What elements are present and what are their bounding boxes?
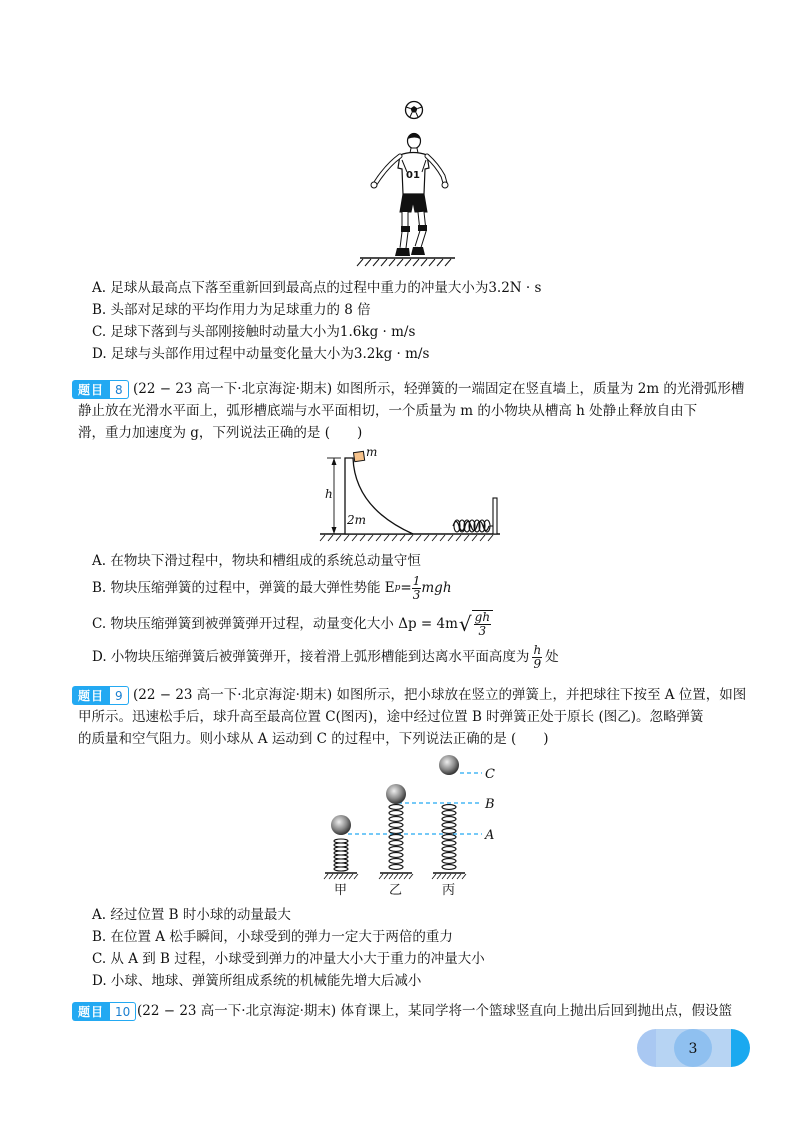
question-tag-number: 9	[110, 686, 129, 705]
q8-stem-line1: (22 − 23 高一下·北京海淀·期末) 如图所示，轻弹簧的一端固定在竖直墙上，质量为 2m 的光滑弧形槽	[133, 381, 745, 397]
label-C: C	[485, 767, 495, 782]
fraction-numerator: gh	[474, 610, 491, 624]
svg-text:01: 01	[406, 170, 420, 181]
caption-jia: 甲	[334, 883, 348, 898]
q9-option-c: C. 从 A 到 B 过程，小球受到弹力的冲量大小大于重力的冲量大小	[92, 951, 485, 967]
q8-option-b	[92, 574, 452, 602]
q8-option-b-eq: =	[400, 580, 412, 596]
fraction-numerator: 1	[412, 573, 421, 588]
question-tag-number: 10	[110, 1002, 136, 1021]
fraction-denominator: 3	[478, 624, 487, 638]
q7-option-c: C. 足球下落到与头部刚接触时动量大小为1.6kg · m/s	[92, 324, 416, 340]
question-tag-8	[72, 380, 129, 399]
q8-option-d-post: 处	[545, 649, 559, 665]
question-tag-label: 题目	[72, 380, 110, 399]
page-number-badge	[636, 1026, 754, 1070]
q8-option-d-fraction	[532, 644, 542, 671]
q8-figure-slope-spring	[315, 446, 505, 544]
q8-option-d	[92, 642, 559, 672]
q8-stem-line3: 滑，重力加速度为 g，下列说法正确的是 ( )	[78, 425, 363, 441]
page-number: 3	[688, 1041, 698, 1057]
q7-option-d: D. 足球与头部作用过程中动量变化量大小为3.2kg · m/s	[92, 346, 430, 362]
caption-yi: 乙	[389, 883, 403, 898]
q10-stem-line1: (22 − 23 高一下·北京海淀·期末) 体育课上，某同学将一个篮球竖直向上抛出后回到抛出点，假设篮	[137, 1003, 732, 1019]
q8-option-b-fraction	[412, 575, 422, 602]
q7-option-b: B. 头部对足球的平均作用力为足球重力的 8 倍	[92, 302, 371, 318]
label-h: h	[325, 487, 333, 501]
q8-stem-line2: 静止放在光滑水平面上，弧形槽底端与水平面相切，一个质量为 m 的小物块从槽高 h 处静止释放自由下	[78, 403, 698, 419]
label-m: m	[366, 446, 378, 459]
q8-option-a: A. 在物块下滑过程中，物块和槽组成的系统总动量守恒	[92, 553, 421, 569]
label-B: B	[485, 797, 495, 812]
question-tag-9	[72, 686, 129, 705]
q9-figure-ball-spring	[318, 752, 508, 898]
fraction-numerator: h	[533, 642, 542, 657]
q9-option-d: D. 小球、地球、弹簧所组成系统的机械能先增大后减小	[92, 973, 422, 989]
q8-option-c	[92, 608, 493, 640]
q8-option-c-fraction	[474, 611, 491, 638]
caption-bing: 丙	[442, 883, 456, 898]
q9-stem-line2: 甲所示。迅速松手后，球升高至最高位置 C(图丙)，途中经过位置 B 时弹簧正处于原长 (图乙)。忽略弹簧	[78, 709, 704, 725]
q8-option-b-sub: p	[394, 583, 401, 593]
q9-stem-line3: 的质量和空气阻力。则小球从 A 运动到 C 的过程中，下列说法正确的是 ( )	[78, 731, 549, 747]
sqrt-symbol: √	[458, 612, 472, 636]
q7-option-a: A. 足球从最高点下落至重新回到最高点的过程中重力的冲量大小为3.2N · s	[92, 280, 542, 296]
question-tag-label: 题目	[72, 1002, 110, 1021]
soccer-player-figure	[355, 98, 465, 270]
question-tag-label: 题目	[72, 686, 110, 705]
q8-option-b-text: B. 物块压缩弹簧的过程中，弹簧的最大弹性势能 E	[92, 580, 395, 596]
q8-option-b-post: mgh	[421, 580, 452, 596]
q8-option-c-text: C. 物块压缩弹簧到被弹簧弹开过程，动量变化大小 Δp = 4m	[92, 616, 458, 632]
label-A: A	[485, 828, 495, 843]
question-tag-number: 8	[110, 380, 129, 399]
q9-option-a: A. 经过位置 B 时小球的动量最大	[92, 907, 291, 923]
q9-stem-line1: (22 − 23 高一下·北京海淀·期末) 如图所示，把小球放在竖立的弹簧上，并把球往下按至 A 位置，如图	[133, 687, 747, 703]
fraction-denominator: 9	[533, 656, 542, 671]
fraction-denominator: 3	[412, 587, 421, 602]
question-tag-10	[72, 1002, 136, 1021]
q9-option-b: B. 在位置 A 松手瞬间，小球受到的弹力一定大于两倍的重力	[92, 929, 453, 945]
label-2m: 2m	[347, 513, 367, 527]
q8-option-d-text: D. 小物块压缩弹簧后被弹簧弹开，接着滑上弧形槽能到达离水平面高度为	[92, 649, 530, 665]
